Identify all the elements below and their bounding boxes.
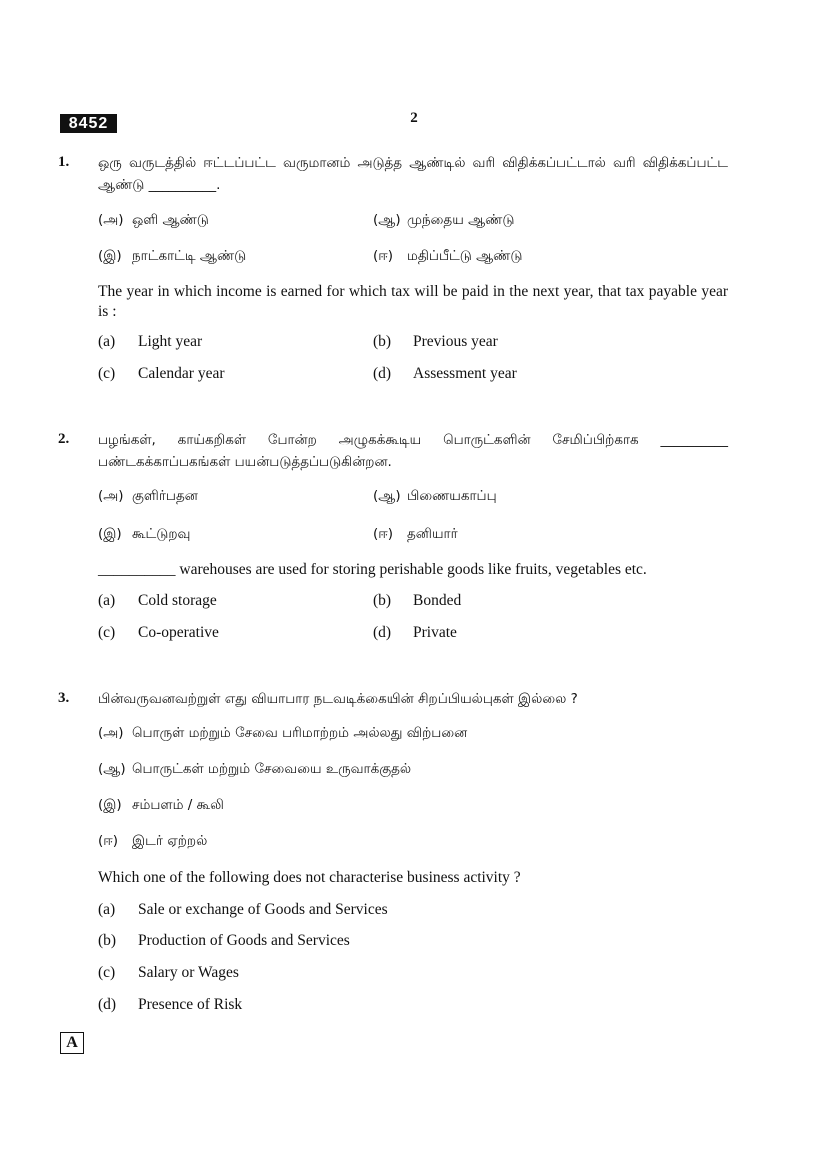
option-text: Sale or exchange of Goods and Services — [138, 901, 388, 918]
page-number: 2 — [410, 110, 418, 126]
question-2-english-option-b — [373, 591, 461, 611]
question-3-tamil-option-d — [98, 833, 207, 851]
question-1-tamil-option-b — [373, 212, 514, 230]
option-label: (அ) — [98, 725, 124, 741]
option-text: Previous year — [413, 333, 498, 350]
option-text: ஒளி ஆண்டு — [132, 212, 209, 228]
option-text: Calendar year — [138, 365, 225, 382]
question-1-english-option-d — [373, 364, 517, 384]
question-2-tamil-option-a — [98, 488, 198, 506]
option-label: (இ) — [98, 248, 122, 264]
option-label: (ஈ) — [373, 526, 394, 542]
question-2-tamil-option-d — [373, 526, 458, 544]
question-1-tamil-option-d — [373, 248, 522, 266]
question-3-tamil-stem: பின்வருவனவற்றுள் எது வியாபார நடவடிக்கையின் சிறப்பியல்புகள் இல்லை ? — [98, 691, 578, 707]
option-text: Cold storage — [138, 592, 217, 609]
option-text: மதிப்பீட்டு ஆண்டு — [407, 248, 523, 264]
set-label-box: A — [60, 1032, 84, 1054]
question-3-english-option-d — [98, 995, 242, 1015]
option-label: (d) — [98, 996, 117, 1013]
option-label: (b) — [98, 932, 117, 949]
option-label: (b) — [373, 592, 392, 609]
question-3-tamil-option-a — [98, 725, 467, 743]
question-3-english-option-a — [98, 900, 388, 920]
option-text: Bonded — [413, 592, 462, 609]
question-1-tamil-option-c — [98, 248, 246, 266]
question-2-tamil-option-c — [98, 526, 190, 544]
option-text: நாட்காட்டி ஆண்டு — [132, 248, 247, 264]
question-1-english-stem: The year in which income is earned for which tax will be paid in the next year, that tax payable year is : — [98, 283, 728, 320]
option-text: Co-operative — [138, 624, 219, 641]
option-label: (d) — [373, 365, 392, 382]
option-label: (இ) — [98, 526, 122, 542]
question-1-english-option-b — [373, 332, 498, 352]
option-text: முந்தைய ஆண்டு — [407, 212, 515, 228]
option-text: பொருள் மற்றும் சேவை பரிமாற்றம் அல்லது விற்பனை — [132, 725, 468, 741]
option-label: (ஆ) — [373, 488, 401, 504]
option-label: (ஆ) — [98, 761, 126, 777]
option-text: குளிர்பதன — [132, 488, 198, 504]
option-label: (d) — [373, 624, 392, 641]
option-label: (ஆ) — [373, 212, 401, 228]
option-text: இடர் ஏற்றல் — [132, 833, 208, 849]
option-label: (c) — [98, 365, 116, 382]
option-label: (அ) — [98, 488, 124, 504]
option-text: Light year — [138, 333, 203, 350]
question-1-tamil-option-a — [98, 212, 209, 230]
question-2-number: 2. — [58, 431, 70, 447]
option-label: (b) — [373, 333, 392, 350]
option-text: தனியார் — [407, 526, 458, 542]
question-1-english-option-c — [98, 364, 225, 384]
option-text: Salary or Wages — [138, 964, 239, 981]
option-label: (ஈ) — [373, 248, 394, 264]
option-label: (a) — [98, 333, 116, 350]
question-1-tamil-stem: ஒரு வருடத்தில் ஈட்டப்பட்ட வருமானம் அடுத்த ஆண்டில் வரி விதிக்கப்பட்டால் வரி விதிக்கப்பட்ட ஆண்டு __________. — [98, 155, 728, 193]
question-1-number: 1. — [58, 154, 70, 170]
question-2-english-option-d — [373, 623, 457, 643]
question-3-tamil-option-b — [98, 761, 411, 779]
question-2-english-stem: __________ warehouses are used for storing perishable goods like fruits, vegetables etc. — [98, 561, 647, 578]
option-text: பிணையகாப்பு — [407, 488, 497, 504]
option-text: Private — [413, 624, 457, 641]
option-label: (c) — [98, 964, 116, 981]
option-label: (a) — [98, 901, 116, 918]
option-label: (a) — [98, 592, 116, 609]
option-text: கூட்டுறவு — [132, 526, 191, 542]
question-3-english-option-c — [98, 963, 239, 983]
option-text: Production of Goods and Services — [138, 932, 350, 949]
question-3-number: 3. — [58, 690, 70, 706]
option-label: (இ) — [98, 797, 122, 813]
option-text: Presence of Risk — [138, 996, 243, 1013]
option-text: சம்பளம் / கூலி — [132, 797, 224, 813]
question-2-tamil-option-b — [373, 488, 497, 506]
question-3-tamil-option-c — [98, 797, 224, 815]
option-label: (அ) — [98, 212, 124, 228]
question-2-english-option-c — [98, 623, 219, 643]
question-1-english-option-a — [98, 332, 202, 352]
paper-code: 8452 — [60, 114, 117, 133]
question-2-tamil-stem: பழங்கள், காய்கறிகள் போன்ற அழுகக்கூடிய பொருட்களின் சேமிப்பிற்காக __________ பண்டகக்காப்பகங்கள் பயன்படுத்தப்படுகின்றன. — [98, 432, 728, 470]
option-text: Assessment year — [413, 365, 517, 382]
option-text: பொருட்கள் மற்றும் சேவையை உருவாக்குதல் — [132, 761, 412, 777]
question-3-english-option-b — [98, 931, 350, 951]
option-label: (ஈ) — [98, 833, 119, 849]
question-3-english-stem: Which one of the following does not characterise business activity ? — [98, 869, 521, 886]
option-label: (c) — [98, 624, 116, 641]
question-2-english-option-a — [98, 591, 217, 611]
